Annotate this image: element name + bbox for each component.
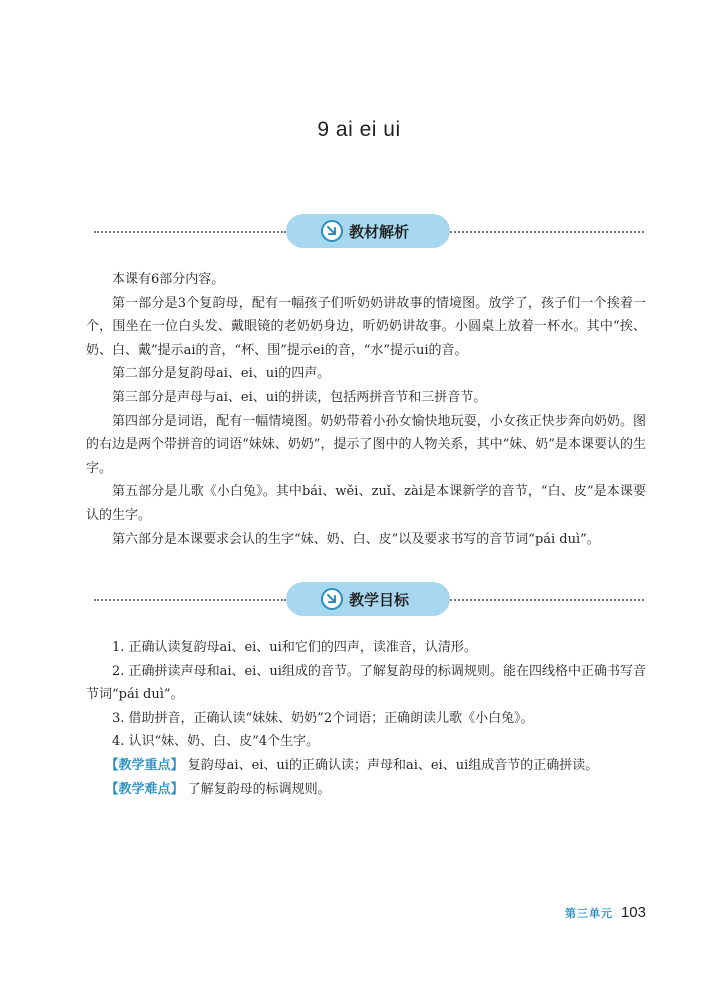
- page-number: 103: [620, 904, 646, 921]
- paragraph: 第一部分是3个复韵母，配有一幅孩子们听奶奶讲故事的情境图。放学了，孩子们一个挨着一个，围坐在一位白头发、戴眼镜的老奶奶身边，听奶奶讲故事。小圆桌上放着一杯水。其中“挨、奶、白、戴”提示ai的音，“杯、围”提示ei的音，“水”提示ui的音。: [86, 295, 646, 358]
- dotted-divider: [450, 599, 644, 601]
- arrow-circle-icon: [321, 220, 343, 242]
- goal-item: 4. 认识“妹、奶、白、皮”4个生字。: [112, 734, 320, 750]
- paragraph: 第四部分是词语，配有一幅情境图。奶奶带着小孙女愉快地玩耍，小女孩正快步奔向奶奶。图的右边是两个带拼音的词语“妹妹、奶奶”，提示了图中的人物关系，其中“妹、奶”是本课要认的生字。: [86, 413, 646, 476]
- section-heading: 教学目标: [348, 590, 409, 609]
- key-point-text: 复韵母ai、ei、ui的正确认读；声母和ai、ei、ui组成音节的正确拼读。: [187, 757, 599, 773]
- goal-item: 2. 正确拼读声母和ai、ei、ui组成的音节。了解复韵母的标调规则。能在四线格中正确书写音节词“pái duì”。: [86, 663, 646, 703]
- section-header-analysis: [94, 214, 644, 250]
- dotted-divider: [450, 231, 644, 233]
- goal-item: 3. 借助拼音，正确认读“妹妹、奶奶”2个词语；正确朗读儿歌《小白兔》。: [112, 710, 534, 726]
- arrow-circle-icon: [321, 588, 343, 610]
- section-header-goals: [94, 582, 644, 618]
- paragraph: 第五部分是儿歌《小白兔》。其中bái、wěi、zuǐ、zài是本课新学的音节，“白、皮”是本课要认的生字。: [86, 484, 646, 523]
- paragraph: 第三部分是声母与ai、ei、ui的拼读，包括两拼音节和三拼音节。: [112, 389, 487, 405]
- unit-label: 第三单元: [564, 907, 613, 920]
- key-point: [86, 754, 646, 778]
- section-pill: [286, 214, 450, 248]
- paragraph: 第六部分是本课要求会认的生字“妹、奶、白、皮”以及要求书写的音节词“pái duì”。: [112, 531, 600, 547]
- section-heading: 教材解析: [348, 222, 409, 241]
- analysis-body: [86, 268, 646, 551]
- lesson-title: 9 ai ei ui: [317, 118, 401, 141]
- goals-body: [86, 636, 646, 801]
- key-point-label: 【教学重点】: [105, 757, 184, 773]
- difficult-point-text: 了解复韵母的标调规则。: [187, 781, 331, 797]
- goal-item: 1. 正确认读复韵母ai、ei、ui和它们的四声，读准音，认清形。: [112, 640, 477, 655]
- section-pill: [286, 582, 450, 616]
- dotted-divider: [94, 599, 286, 601]
- page-footer: [565, 904, 646, 921]
- paragraph: 第二部分是复韵母ai、ei、ui的四声。: [112, 366, 331, 382]
- difficult-point: [86, 778, 646, 802]
- difficult-point-label: 【教学难点】: [105, 781, 184, 797]
- dotted-divider: [94, 231, 286, 233]
- paragraph: 本课有6部分内容。: [112, 272, 225, 287]
